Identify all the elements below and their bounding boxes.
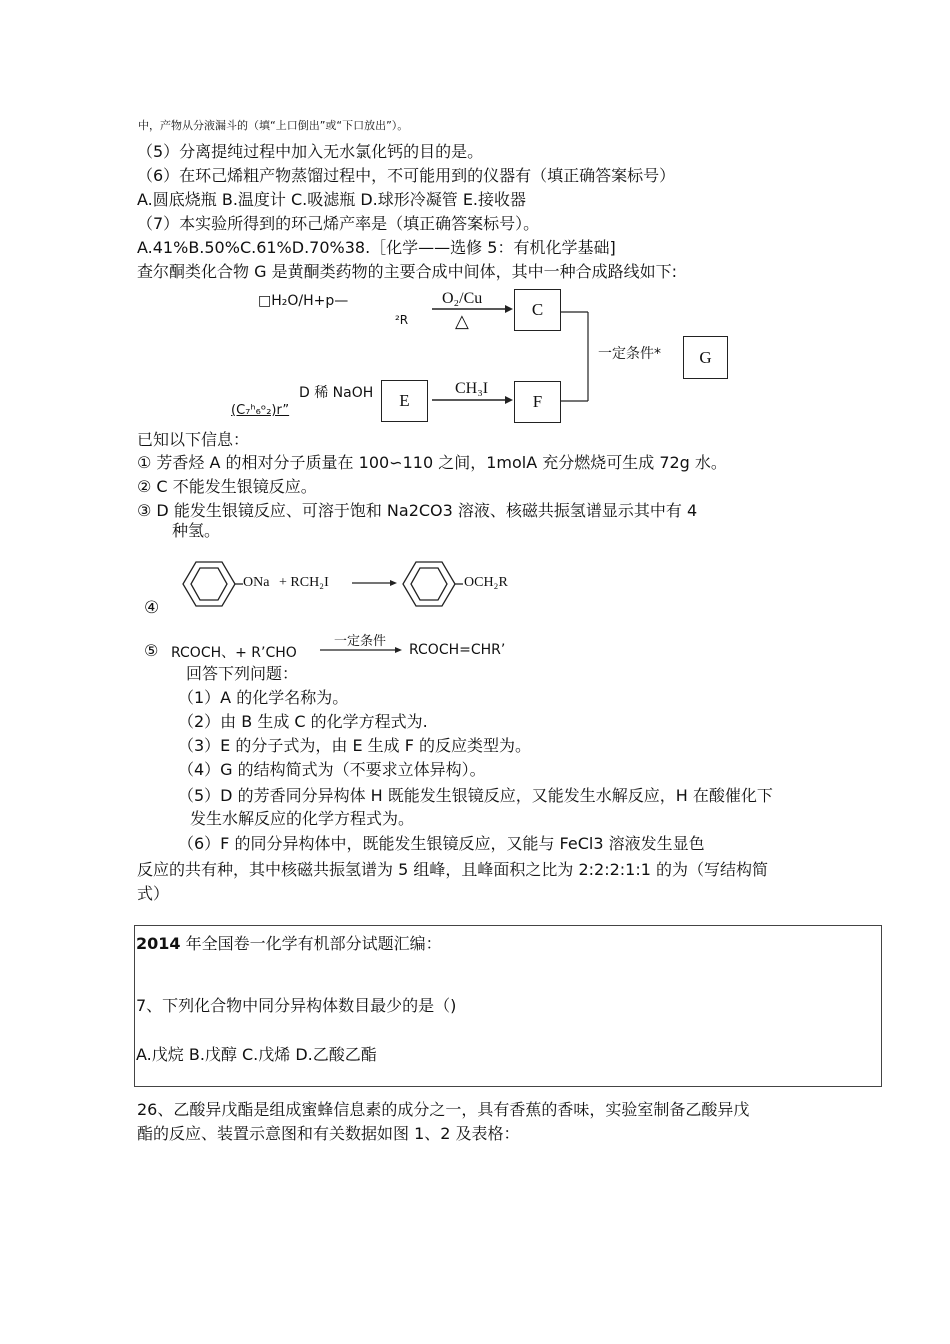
substituent-label: ²R [395, 313, 409, 327]
info-3-cont: 种氢。 [172, 521, 221, 540]
compound-f-box: F [514, 381, 561, 423]
question-1: （1）A 的化学名称为。 [178, 688, 349, 707]
info-2: ② C 不能发生银镜反应。 [137, 477, 317, 496]
question-26: 26、乙酸异戊酯是组成蜜蜂信息素的成分之一，具有香蕉的香味，实验室制备乙酸异戊 [137, 1100, 750, 1119]
compound-c-box: C [514, 289, 561, 331]
compound-g-box: G [683, 336, 728, 379]
info-4-number: ④ [144, 598, 160, 618]
compound-e-box: E [381, 380, 428, 422]
arrow-bottom-reagent: CH₃I [455, 380, 489, 397]
question-5: （5）D 的芳香同分异构体 H 既能发生银镜反应，又能发生水解反应，H 在酸催化下 [178, 786, 773, 805]
formula-label: (C₇ʰ₆ᵒ₂)r” [231, 403, 290, 418]
info-1: ① 芳香烃 A 的相对分子质量在 100∽110 之间，1molA 充分燃烧可生成 72g 水。 [137, 453, 727, 472]
reagent-rch2i: + RCH₂I [279, 575, 329, 590]
question-7-options: A.41%B.50%C.61%D.70%38.［化学——选修 5：有机化学基础] [137, 238, 616, 257]
question-4: （4）G 的结构简式为（不要求立体异构）。 [178, 760, 486, 779]
question-6: （6）在环己烯粗产物蒸馏过程中，不可能用到的仪器有（填正确答案标号） [137, 166, 676, 185]
question-7: （7）本实验所得到的环己烯产率是（填正确答案标号）。 [137, 214, 540, 233]
question-6-end: 式） [137, 884, 170, 903]
question-7-2014-options: A.戊烷 B.戊醇 C.戊烯 D.乙酸乙酯 [136, 1045, 377, 1064]
reagent-top: □H₂O/H+p— [258, 293, 349, 309]
question-6-cont: 反应的共有种，其中核磁共振氢谱为 5 组峰，且峰面积之比为 2:2:2:1:1 的为（写结构简 [137, 860, 768, 879]
section-2014-title: 2014 年全国卷一化学有机部分试题汇编： [136, 934, 442, 953]
info-5-number: ⑤ [144, 641, 159, 660]
reagent-naoh: D 稀 NaOH [299, 385, 374, 401]
answer-prompt: 回答下列问题： [186, 664, 299, 683]
question-5-cont: 发生水解反应的化学方程式为。 [190, 809, 415, 828]
question-2: （2）由 B 生成 C 的化学方程式为. [178, 712, 428, 731]
question-3: （3）E 的分子式为，由 E 生成 F 的反应类型为。 [178, 736, 532, 755]
ona-label: ONa [243, 575, 270, 590]
info-5-condition: 一定条件 [334, 634, 387, 649]
question-6-options: A.圆底烧瓶 B.温度计 C.吸滤瓶 D.球形冷凝管 E.接收器 [137, 190, 527, 209]
question-7-2014: 7、下列化合物中同分异构体数目最少的是（) [136, 996, 457, 1015]
question-26-cont: 酯的反应、装置示意图和有关数据如图 1、2 及表格： [137, 1124, 520, 1143]
heat-icon: △ [455, 311, 469, 332]
info-5-product: RCOCH=CHR’ [409, 642, 506, 658]
och2r-label: OCH₂R [464, 575, 508, 590]
condition-label: 一定条件* [598, 346, 661, 362]
intro-paragraph: 查尔酮类化合物 G 是黄酮类药物的主要合成中间体，其中一种合成路线如下: [137, 262, 677, 281]
line-fragment: 中，产物从分液漏斗的（填“上口倒出”或“下口放出”）。 [138, 119, 409, 132]
question-6: （6）F 的同分异构体中，既能发生银镜反应，又能与 FeCl3 溶液发生显色 [178, 834, 705, 853]
arrow-top-reagent: O₂/Cu [442, 290, 483, 307]
info-3: ③ D 能发生银镜反应、可溶于饱和 Na2CO3 溶液、核磁共振氢谱显示其中有 4 [137, 501, 698, 520]
info-5-reactants: RCOCH、+ R’CHO [171, 645, 297, 661]
question-5: （5）分离提纯过程中加入无水氯化钙的目的是。 [137, 142, 484, 161]
info-title: 已知以下信息： [137, 430, 250, 449]
